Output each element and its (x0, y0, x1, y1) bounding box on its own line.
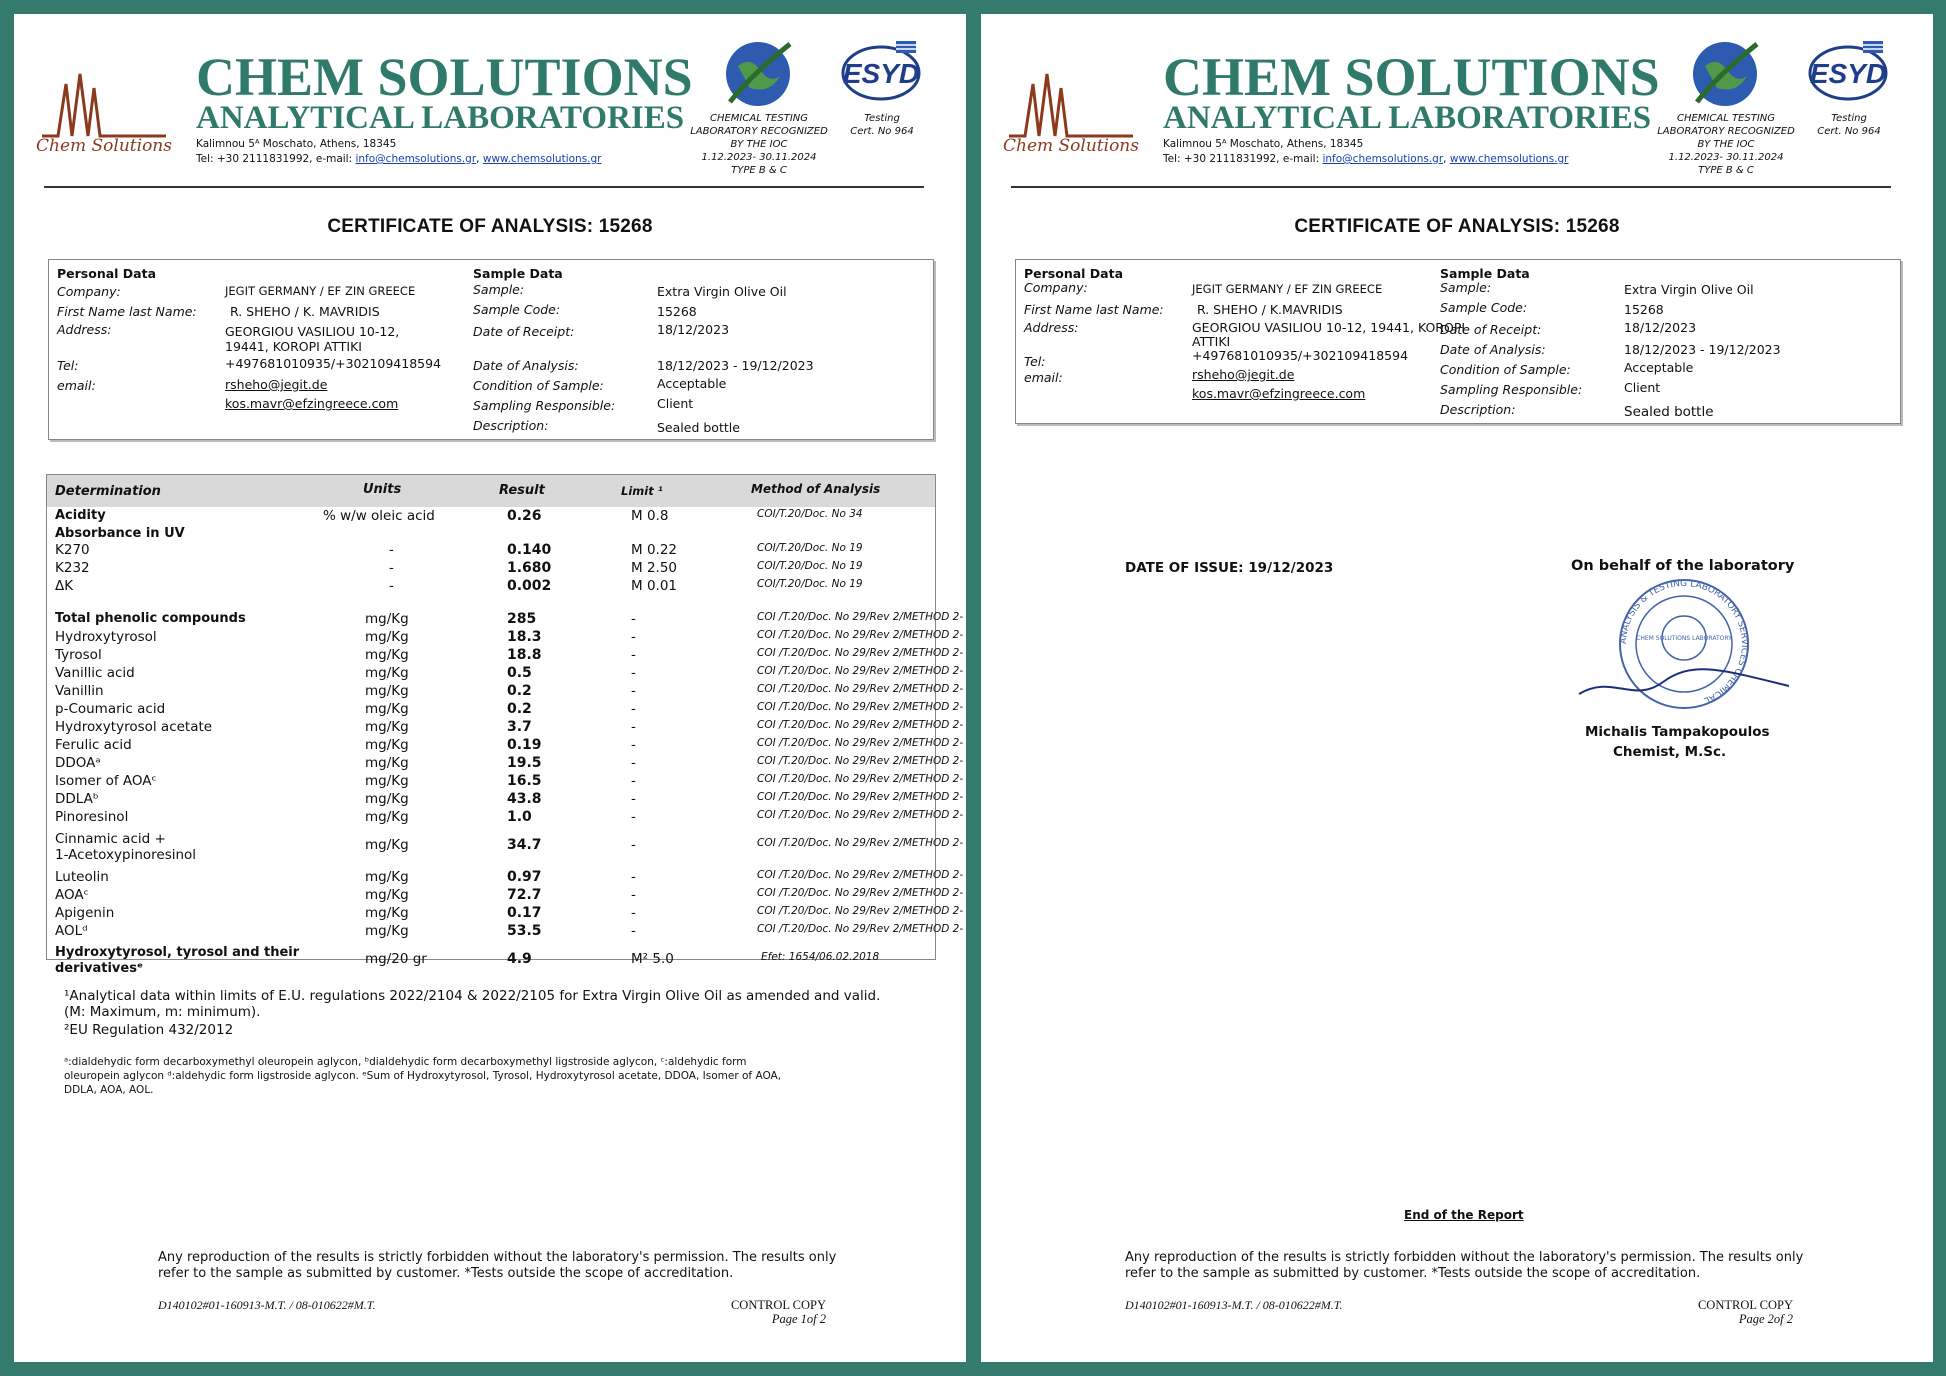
result-value: 1.680 (507, 560, 552, 576)
lab-title: CHEM SOLUTIONS (1163, 47, 1660, 107)
esyd-logo (1807, 39, 1889, 101)
address-line2: ATTIKI (1192, 334, 1231, 349)
limit-value: M 0.8 (631, 508, 669, 524)
document-reference: D140102#01-160913-M.T. / 08-010622#M.T. (158, 1298, 376, 1312)
analysis-label: Date of Analysis: (1440, 342, 1546, 357)
signer-title: Chemist, M.Sc. (1613, 744, 1727, 760)
method-value: COI /T.20/Doc. No 29/Rev 2/METHOD 2- (757, 665, 964, 677)
determination-name: Ferulic acid (55, 737, 132, 753)
determination-name-cont: derivativesᵉ (55, 961, 144, 976)
table-header (47, 475, 935, 507)
method-value: COI /T.20/Doc. No 29/Rev 2/METHOD 2- (757, 923, 964, 935)
name-label: First Name last Name: (1024, 302, 1164, 317)
col-determination: Determination (55, 484, 161, 499)
lab-address: Kalimnou 5ᴬ Moschato, Athens, 18345 (196, 138, 397, 150)
testing-line: Cert. No 964 (1817, 126, 1881, 137)
accred-line: TYPE B & C (1698, 165, 1754, 176)
testing-line: Testing (864, 113, 900, 124)
determination-name: Luteolin (55, 869, 109, 885)
units-value: mg/Kg (365, 683, 409, 699)
testing-line: Testing (1831, 113, 1867, 124)
units-value: mg/Kg (365, 773, 409, 789)
method-value: Efet: 1654/06.02.2018 (761, 951, 880, 963)
email-label: email: (57, 378, 96, 393)
units-value: % w/w oleic acid (323, 508, 435, 524)
analysis-value: 18/12/2023 - 19/12/2023 (657, 358, 814, 373)
method-value: COI /T.20/Doc. No 29/Rev 2/METHOD 2- (757, 809, 964, 821)
date-of-issue: DATE OF ISSUE: 19/12/2023 (1125, 560, 1334, 576)
page-number: Page 1of 2 (771, 1312, 826, 1326)
units-value: mg/Kg (365, 719, 409, 735)
determination-name: Apigenin (55, 905, 115, 921)
esyd-logo-text: ESYD (1809, 58, 1887, 89)
result-value: 0.26 (507, 508, 542, 524)
determination-name: Hydroxytyrosol, tyrosol and their (55, 945, 300, 960)
result-value: 16.5 (507, 773, 542, 789)
accred-line: 1.12.2023- 30.11.2024 (1668, 152, 1784, 163)
result-value: 0.2 (507, 683, 532, 699)
result-value: 18.8 (507, 647, 542, 663)
analysis-value: 18/12/2023 - 19/12/2023 (1624, 342, 1781, 357)
testing-cert-text (840, 112, 924, 138)
result-value: 19.5 (507, 755, 542, 771)
accred-line: BY THE IOC (1697, 139, 1755, 150)
method-value: COI/T.20/Doc. No 19 (757, 542, 863, 554)
tel-value: +497681010935/+302109418594 (1192, 348, 1409, 363)
method-value: COI /T.20/Doc. No 29/Rev 2/METHOD 2- (757, 755, 964, 767)
determination-name: Pinoresinol (55, 809, 129, 825)
ioc-globe-icon (1687, 36, 1763, 112)
esyd-logo-text: ESYD (842, 58, 920, 89)
address-label: Address: (57, 322, 112, 337)
company-value: JEGIT GERMANY / EF ZIN GREECE (225, 284, 416, 298)
units-value: mg/Kg (365, 923, 409, 939)
address-line1: GEORGIOU VASILIOU 10-12, (225, 324, 400, 339)
limit-value: - (631, 869, 636, 885)
result-value: 4.9 (507, 951, 532, 967)
contact-separator: , (476, 153, 483, 165)
units-value: mg/Kg (365, 647, 409, 663)
laboratory-stamp-icon (1573, 574, 1795, 714)
logo-text: Chem Solutions (1003, 136, 1139, 156)
company-value: JEGIT GERMANY / EF ZIN GREECE (1192, 282, 1383, 296)
tel-label: Tel: (1024, 354, 1046, 369)
units-value: mg/Kg (365, 737, 409, 753)
determination-name-cont: 1-Acetoxypinoresinol (55, 847, 197, 863)
description-value: Sealed bottle (1624, 404, 1714, 420)
responsible-value: Client (1624, 380, 1661, 395)
header-divider (44, 186, 924, 188)
result-value: 0.2 (507, 701, 532, 717)
lab-address: Kalimnou 5ᴬ Moschato, Athens, 18345 (1163, 138, 1364, 150)
lab-subtitle: ANALYTICAL LABORATORIES (1163, 100, 1652, 136)
lab-title: CHEM SOLUTIONS (196, 47, 693, 107)
condition-value: Acceptable (657, 376, 727, 391)
limit-value: M² 5.0 (631, 951, 674, 967)
determination-name: ΔK (55, 578, 74, 594)
info-box (48, 259, 934, 440)
units-value: mg/Kg (365, 791, 409, 807)
stamp-ring-text: ANALYSIS & TESTING LABORATORY SERVICES CHEMICAL (1618, 578, 1750, 706)
limit-value: M 0.01 (631, 578, 677, 594)
receipt-value: 18/12/2023 (657, 322, 730, 337)
stamp-center-text: CHEM SOLUTIONS LABORATORY (1636, 635, 1732, 642)
units-value: mg/Kg (365, 755, 409, 771)
limit-value: - (631, 837, 636, 853)
col-limit: Limit ¹ (621, 484, 663, 498)
certificate-title: CERTIFICATE OF ANALYSIS: 15268 (327, 216, 653, 237)
determination-name: DDOAᵃ (55, 755, 101, 771)
document-reference: D140102#01-160913-M.T. / 08-010622#M.T. (1125, 1298, 1343, 1312)
result-value: 0.5 (507, 665, 532, 681)
method-value: COI /T.20/Doc. No 29/Rev 2/METHOD 2- (757, 773, 964, 785)
sample-heading: Sample Data (1440, 266, 1530, 281)
result-value: 43.8 (507, 791, 542, 807)
result-value: 34.7 (507, 837, 542, 853)
units-value: - (389, 578, 394, 594)
limit-value: M 2.50 (631, 560, 677, 576)
method-value: COI /T.20/Doc. No 29/Rev 2/METHOD 2- (757, 683, 964, 695)
personal-heading: Personal Data (1024, 266, 1124, 281)
limit-value: - (631, 791, 636, 807)
sample-heading: Sample Data (473, 266, 563, 281)
sample-value: Extra Virgin Olive Oil (1624, 282, 1754, 297)
sample-label: Sample: (1440, 280, 1492, 295)
svg-text:ANALYSIS & TESTING LABORATORY (1619, 579, 1749, 705)
control-copy: CONTROL COPY (1697, 1298, 1793, 1312)
lab-website-link[interactable]: www.chemsolutions.gr (1449, 153, 1569, 165)
method-value: COI /T.20/Doc. No 29/Rev 2/METHOD 2- (757, 737, 964, 749)
method-value: COI /T.20/Doc. No 29/Rev 2/METHOD 2- (757, 837, 964, 849)
result-value: 3.7 (507, 719, 532, 735)
code-value: 15268 (1624, 302, 1664, 317)
units-value: mg/Kg (365, 611, 409, 627)
note-1: ¹Analytical data within limits of E.U. regulations 2022/2104 & 2022/2105 for Extra Virgin Olive Oil as amended and valid. (64, 988, 881, 1004)
limit-value: - (631, 809, 636, 825)
result-value: 0.97 (507, 869, 542, 885)
email-label: email: (1024, 370, 1063, 385)
code-label: Sample Code: (1440, 300, 1528, 315)
units-value: mg/20 gr (365, 951, 427, 967)
determination-name: K232 (55, 560, 90, 576)
responsible-label: Sampling Responsible: (1440, 382, 1583, 397)
accred-line: LABORATORY RECOGNIZED (690, 126, 828, 137)
limit-value: - (631, 683, 636, 699)
determination-name: Absorbance in UV (55, 526, 185, 541)
address-line2: 19441, KOROPI ATTIKI (225, 339, 362, 354)
responsible-label: Sampling Responsible: (473, 398, 616, 413)
limit-value: - (631, 629, 636, 645)
limit-value: - (631, 755, 636, 771)
description-label: Description: (473, 418, 549, 433)
method-value: COI/T.20/Doc. No 19 (757, 560, 863, 572)
units-value: mg/Kg (365, 665, 409, 681)
contact-separator: , (1443, 153, 1450, 165)
units-value: mg/Kg (365, 809, 409, 825)
determination-name: Isomer of AOAᶜ (55, 773, 157, 789)
certificate-page-2 (981, 14, 1933, 1362)
testing-cert-text (1807, 112, 1891, 138)
testing-line: Cert. No 964 (850, 126, 914, 137)
email-link-1[interactable]: rsheho@jegit.de (1192, 367, 1295, 382)
on-behalf-label: On behalf of the laboratory (1571, 558, 1795, 574)
note-1b: (M: Maximum, m: minimum). (64, 1004, 261, 1020)
email-link-2[interactable]: kos.mavr@efzingreece.com (1192, 386, 1366, 401)
units-value: mg/Kg (365, 701, 409, 717)
description-label: Description: (1440, 402, 1516, 417)
determination-name: Tyrosol (55, 647, 102, 663)
logo-text: Chem Solutions (36, 136, 172, 156)
lab-email-link[interactable]: info@chemsolutions.gr (1322, 153, 1444, 165)
units-value: mg/Kg (365, 869, 409, 885)
determination-name: K270 (55, 542, 90, 558)
name-label: First Name last Name: (57, 304, 197, 319)
code-label: Sample Code: (473, 302, 561, 317)
code-value: 15268 (657, 304, 697, 319)
name-value: R. SHEHO / K.MAVRIDIS (1197, 302, 1343, 317)
determination-name: Hydroxytyrosol (55, 629, 157, 645)
method-value: COI /T.20/Doc. No 29/Rev 2/METHOD 2- (757, 869, 964, 881)
esyd-logo (840, 39, 922, 101)
certificate-title: CERTIFICATE OF ANALYSIS: 15268 (1294, 216, 1620, 237)
page-number: Page 2of 2 (1738, 1312, 1793, 1326)
header-divider (1011, 186, 1891, 188)
email-link-2[interactable]: kos.mavr@efzingreece.com (225, 396, 399, 411)
limit-value: - (631, 611, 636, 627)
company-label: Company: (57, 284, 121, 299)
result-value: 285 (507, 611, 537, 627)
accred-line: LABORATORY RECOGNIZED (1657, 126, 1795, 137)
units-value: mg/Kg (365, 629, 409, 645)
limit-value: - (631, 737, 636, 753)
limit-value: - (631, 773, 636, 789)
limit-value: M 0.22 (631, 542, 677, 558)
col-units: Units (363, 482, 402, 497)
abbreviations-line1: ᵃ:dialdehydic form decarboxymethyl oleuropein aglycon, ᵇdialdehydic form decarboxymethyl ligstroside aglycon, ᶜ:aldehydic form (64, 1056, 747, 1068)
units-value: - (389, 542, 394, 558)
result-value: 0.17 (507, 905, 542, 921)
method-value: COI /T.20/Doc. No 29/Rev 2/METHOD 2- (757, 719, 964, 731)
control-copy: CONTROL COPY (730, 1298, 826, 1312)
disclaimer: Any reproduction of the results is strictly forbidden without the laboratory's permission. The results only refer to the sample as submitted by customer. *Tests outside the scope of accreditation. (158, 1250, 837, 1281)
units-value: mg/Kg (365, 837, 409, 853)
method-value: COI /T.20/Doc. No 29/Rev 2/METHOD 2- (757, 629, 964, 641)
determination-name: AOLᵈ (55, 923, 88, 939)
units-value: mg/Kg (365, 887, 409, 903)
result-value: 1.0 (507, 809, 532, 825)
method-value: COI /T.20/Doc. No 29/Rev 2/METHOD 2- (757, 887, 964, 899)
method-value: COI /T.20/Doc. No 29/Rev 2/METHOD 2- (757, 647, 964, 659)
results-table (46, 474, 964, 976)
sample-label: Sample: (473, 282, 525, 297)
result-value: 0.19 (507, 737, 542, 753)
determination-name: p-Coumaric acid (55, 701, 166, 717)
lab-subtitle: ANALYTICAL LABORATORIES (196, 100, 685, 136)
disclaimer: Any reproduction of the results is strictly forbidden without the laboratory's permission. The results only refer to the sample as submitted by customer. *Tests outside the scope of accreditation. (1125, 1250, 1804, 1281)
lab-website-link[interactable]: www.chemsolutions.gr (482, 153, 602, 165)
accred-line: TYPE B & C (731, 165, 787, 176)
limit-value: - (631, 719, 636, 735)
result-value: 53.5 (507, 923, 542, 939)
col-method: Method of Analysis (751, 482, 881, 496)
receipt-label: Date of Receipt: (473, 324, 575, 339)
limit-value: - (631, 665, 636, 681)
determination-name: Total phenolic compounds (55, 611, 246, 626)
condition-label: Condition of Sample: (1440, 362, 1571, 377)
signer-name: Michalis Tampakopoulos (1585, 724, 1770, 740)
result-value: 72.7 (507, 887, 542, 903)
determination-name: Hydroxytyrosol acetate (55, 719, 213, 735)
address-line1: GEORGIOU VASILIOU 10-12, 19441, KOROPI (1192, 320, 1466, 335)
lab-email-link[interactable]: info@chemsolutions.gr (355, 153, 477, 165)
tel-value: +497681010935/+302109418594 (225, 356, 442, 371)
result-value: 0.002 (507, 578, 552, 594)
condition-value: Acceptable (1624, 360, 1694, 375)
units-value: mg/Kg (365, 905, 409, 921)
receipt-label: Date of Receipt: (1440, 322, 1542, 337)
units-value: - (389, 560, 394, 576)
determination-name: Acidity (55, 508, 106, 523)
method-value: COI /T.20/Doc. No 29/Rev 2/METHOD 2- (757, 905, 964, 917)
note-2: ²EU Regulation 432/2012 (64, 1022, 234, 1038)
abbreviations-line3: DDLA, AOA, AOL. (64, 1084, 154, 1096)
ioc-globe-icon (720, 36, 796, 112)
company-label: Company: (1024, 280, 1088, 295)
accred-line: CHEMICAL TESTING (1676, 113, 1776, 124)
method-value: COI/T.20/Doc. No 34 (757, 508, 863, 520)
personal-heading: Personal Data (57, 266, 157, 281)
determination-name: Vanillic acid (55, 665, 135, 681)
result-value: 0.140 (507, 542, 552, 558)
lab-contact (1163, 153, 1568, 165)
abbreviations-line2: oleuropein aglycon ᵈ:aldehydic form ligstroside aglycon. ᵉSum of Hydroxytyrosol, Tyrosol, Hydroxytyrosol acetate, DDOA, Isomer of AOA, (64, 1070, 782, 1082)
tel-label: Tel: (57, 358, 79, 373)
accred-line: BY THE IOC (730, 139, 788, 150)
limit-value: - (631, 887, 636, 903)
sample-value: Extra Virgin Olive Oil (657, 284, 787, 299)
method-value: COI /T.20/Doc. No 29/Rev 2/METHOD 2- (757, 611, 964, 623)
limit-value: - (631, 701, 636, 717)
condition-label: Condition of Sample: (473, 378, 604, 393)
certificate-page-1 (14, 14, 966, 1362)
ioc-accreditation-text (684, 112, 834, 177)
email-link-1[interactable]: rsheho@jegit.de (225, 377, 328, 392)
analysis-label: Date of Analysis: (473, 358, 579, 373)
info-box (1015, 259, 1901, 424)
determination-name: Cinnamic acid + (55, 831, 166, 847)
result-value: 18.3 (507, 629, 542, 645)
limit-value: - (631, 905, 636, 921)
method-value: COI /T.20/Doc. No 29/Rev 2/METHOD 2- (757, 701, 964, 713)
ioc-accreditation-text (1651, 112, 1801, 177)
end-of-report: End of the Report (1404, 1208, 1524, 1222)
determination-name: DDLAᵇ (55, 791, 99, 807)
accred-line: CHEMICAL TESTING (709, 113, 809, 124)
limit-value: - (631, 923, 636, 939)
determination-name: AOAᶜ (55, 887, 89, 903)
method-value: COI /T.20/Doc. No 29/Rev 2/METHOD 2- (757, 791, 964, 803)
lab-contact (196, 153, 601, 165)
lab-phone: Tel: +30 2111831992, e-mail: (196, 153, 356, 165)
determination-name: Vanillin (55, 683, 104, 699)
receipt-value: 18/12/2023 (1624, 320, 1697, 335)
accred-line: 1.12.2023- 30.11.2024 (701, 152, 817, 163)
method-value: COI/T.20/Doc. No 19 (757, 578, 863, 590)
responsible-value: Client (657, 396, 694, 411)
name-value: R. SHEHO / K. MAVRIDIS (230, 304, 380, 319)
col-result: Result (499, 483, 545, 498)
lab-phone: Tel: +30 2111831992, e-mail: (1163, 153, 1323, 165)
address-label: Address: (1024, 320, 1079, 335)
limit-value: - (631, 647, 636, 663)
description-value: Sealed bottle (657, 420, 740, 435)
